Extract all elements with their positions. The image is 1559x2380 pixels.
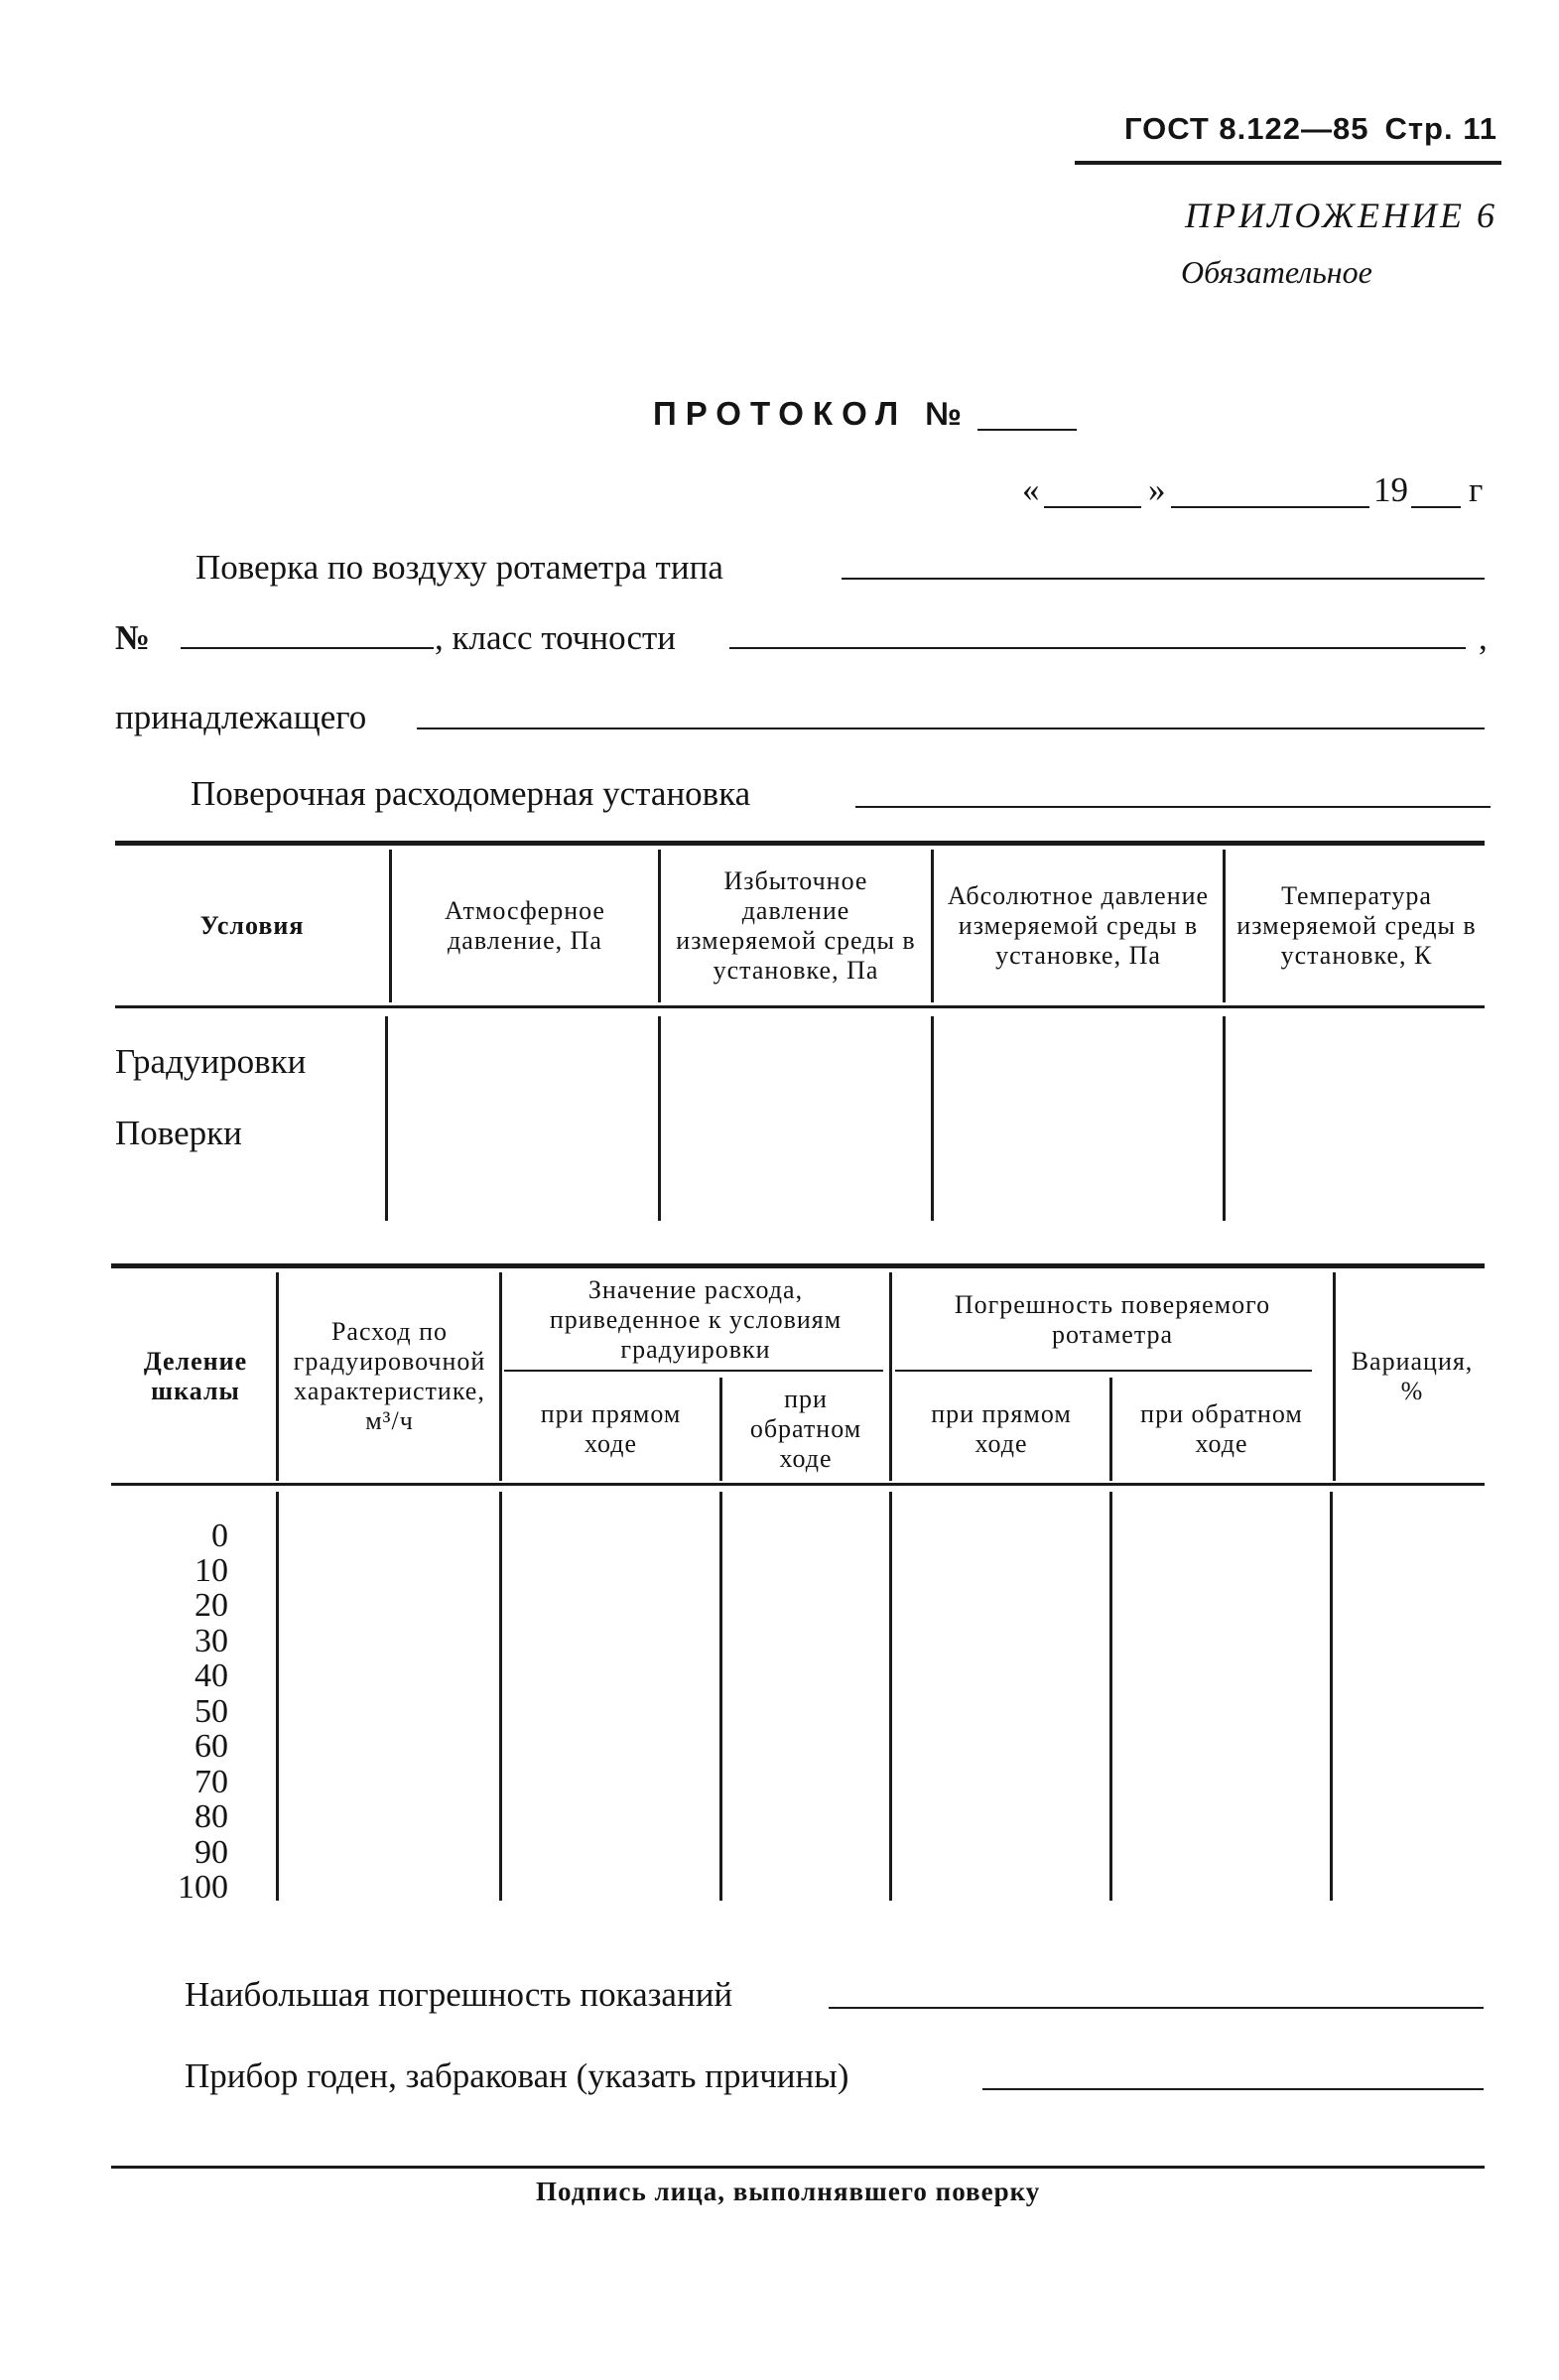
protocol-number-field[interactable] — [977, 429, 1077, 431]
table1-vline — [931, 850, 934, 1002]
table1-header-rule — [115, 1005, 1485, 1008]
verdict-label: Прибор годен, забракован (указать причины) — [185, 2056, 849, 2095]
table2-vline — [1333, 1272, 1336, 1481]
table1-vline — [658, 1016, 661, 1221]
table2-vline — [499, 1492, 502, 1901]
scale-value: 0 — [211, 1518, 228, 1554]
col-atm-pressure-header: Атмосферное давление, Па — [445, 896, 605, 955]
scale-value: 40 — [195, 1657, 228, 1694]
table1-top-rule — [115, 841, 1485, 846]
table2-vline — [1109, 1378, 1112, 1481]
group-rule — [504, 1370, 883, 1372]
col-temperature-header: Температура измеряемой среды в установке, К — [1236, 881, 1477, 970]
installation-label: Поверочная расходомерная установка — [191, 774, 751, 813]
date-month-field[interactable] — [1171, 506, 1369, 508]
rotameter-type-label: Поверка по воздуху ротаметра типа — [195, 548, 723, 587]
scale-value: 70 — [195, 1764, 228, 1800]
col-abs-pressure-header: Абсолютное давление измеряемой среды в установке, Па — [947, 881, 1210, 970]
table2-vline — [889, 1492, 892, 1901]
col-conditions-header: Условия — [199, 911, 305, 940]
table2-vline — [276, 1272, 279, 1481]
appendix-title: ПРИЛОЖЕНИЕ 6 — [1185, 196, 1497, 235]
accuracy-class-label: , класс точности — [435, 618, 677, 657]
scale-value: 20 — [195, 1587, 228, 1624]
table1-vline — [931, 1016, 934, 1221]
max-error-label: Наибольшая погрешность показаний — [185, 1975, 733, 2014]
sub-reduced-forward: при прямом ходе — [540, 1399, 682, 1458]
scale-value: 30 — [195, 1623, 228, 1659]
scale-value: 100 — [178, 1869, 228, 1906]
group-rule — [895, 1370, 1312, 1372]
row-verification: Поверки — [115, 1114, 242, 1152]
table2-vline — [889, 1272, 892, 1481]
table2-vline — [719, 1378, 722, 1481]
accuracy-class-field[interactable] — [729, 647, 1466, 649]
col-scale-header: Деление шкалы — [143, 1347, 248, 1405]
max-error-field[interactable] — [829, 2007, 1484, 2009]
table2-vline — [1109, 1492, 1112, 1901]
date-year-suffix: г — [1469, 470, 1484, 509]
standard-code: ГОСТ 8.122—85 — [1123, 111, 1369, 146]
group-reduced-header: Значение расхода, приведенное к условиям градуировки — [549, 1275, 843, 1364]
sub-error-reverse: при обратном ходе — [1140, 1399, 1303, 1458]
number-label: № — [115, 618, 151, 657]
date-quote-open: « — [1022, 470, 1040, 509]
scale-value: 10 — [195, 1552, 228, 1589]
scale-value: 80 — [195, 1798, 228, 1835]
page-header — [1124, 111, 1497, 147]
table1-vline — [389, 850, 392, 1002]
table2-vline — [719, 1492, 722, 1901]
table1-vline — [1223, 1016, 1226, 1221]
table2-vline — [276, 1492, 279, 1901]
sub-error-forward: при прямом ходе — [931, 1399, 1072, 1458]
col-flow-header: Расход по градуировочной характеристике, м³/ч — [293, 1317, 486, 1435]
table2-top-rule — [111, 1263, 1485, 1268]
date-year-prefix: 19 — [1373, 470, 1408, 509]
date-year-field[interactable] — [1411, 506, 1461, 508]
signature-rule[interactable] — [111, 2166, 1485, 2169]
verdict-field[interactable] — [982, 2088, 1484, 2090]
row-calibration: Градуировки — [115, 1042, 307, 1081]
protocol-title: ПРОТОКОЛ № — [653, 395, 972, 432]
date-day-field[interactable] — [1044, 506, 1141, 508]
table2-header-rule — [111, 1483, 1485, 1486]
serial-number-field[interactable] — [181, 647, 434, 649]
col-excess-pressure-header: Избыточное давление измеряемой среды в установке, Па — [676, 866, 916, 985]
owner-label: принадлежащего — [115, 698, 367, 736]
appendix-status: Обязательное — [1181, 254, 1372, 290]
header-rule — [1075, 161, 1501, 165]
scale-value: 50 — [195, 1693, 228, 1730]
owner-field[interactable] — [417, 727, 1485, 729]
table1-vline — [385, 1016, 388, 1221]
table2-vline — [1330, 1492, 1333, 1901]
rotameter-type-field[interactable] — [842, 578, 1485, 580]
col-variation-header: Вариация, % — [1351, 1347, 1474, 1405]
accuracy-comma: , — [1479, 618, 1488, 657]
sub-reduced-reverse: при обратном ходе — [749, 1385, 862, 1473]
group-error-header: Погрешность поверяемого ротаметра — [954, 1290, 1271, 1349]
table1-vline — [1223, 850, 1226, 1002]
scale-value: 90 — [195, 1834, 228, 1871]
scale-value: 60 — [195, 1728, 228, 1765]
signature-caption: Подпись лица, выполнявшего поверку — [536, 2177, 1041, 2206]
table2-vline — [499, 1272, 502, 1481]
installation-field[interactable] — [855, 806, 1491, 808]
page-number: Стр. 11 — [1384, 111, 1497, 146]
date-quote-close: » — [1148, 470, 1166, 509]
table1-vline — [658, 850, 661, 1002]
